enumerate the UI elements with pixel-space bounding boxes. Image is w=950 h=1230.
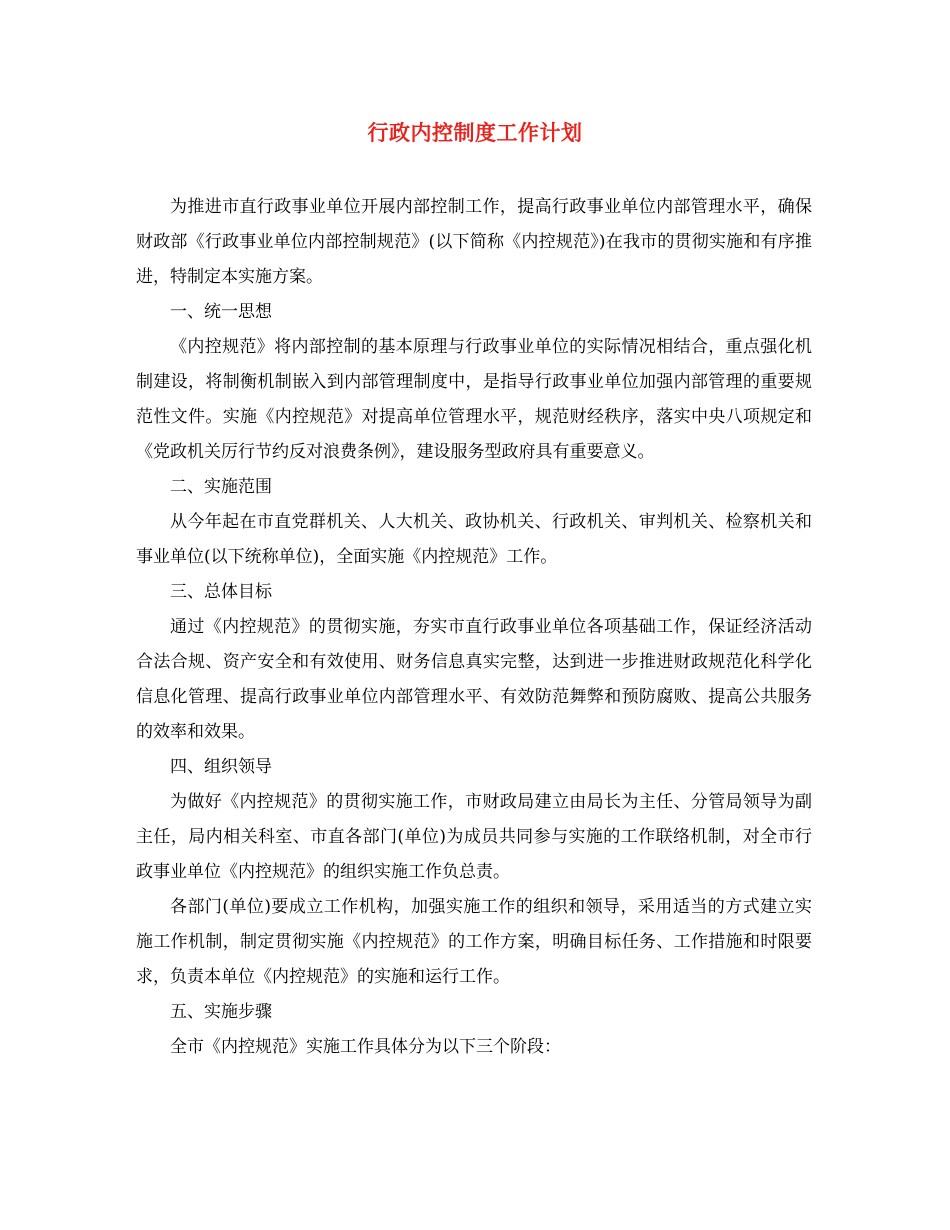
section-heading-leadership: 四、组织领导 (170, 757, 272, 777)
document-title: 行政内控制度工作计划 (367, 120, 583, 145)
section-paragraph: 通过《内控规范》的贯彻实施，夯实市直行政事业单位各项基础工作，保证经济活动合法合规、资产安全和有效使用、财务信息真实完整，达到进一步推进财政规范化科学化信息化管理、提高行政事业单位内部管理水平、有效防范舞弊和预防腐败、提高公共服务的效率和效果。 (136, 617, 812, 742)
section-paragraph: 各部门(单位)要成立工作机构，加强实施工作的组织和领导，采用适当的方式建立实施工作机制，制定贯彻实施《内控规范》的工作方案，明确目标任务、工作措施和时限要求，负责本单位《内控规范》的实施和运行工作。 (136, 897, 812, 987)
document-body (136, 190, 812, 1065)
section-paragraph: 为做好《内控规范》的贯彻实施工作，市财政局建立由局长为主任、分管局领导为副主任，局内相关科室、市直各部门(单位)为成员共同参与实施的工作联络机制，对全市行政事业单位《内控规范》的组织实施工作负总责。 (136, 792, 812, 882)
section-paragraph: 《内控规范》将内部控制的基本原理与行政事业单位的实际情况相结合，重点强化机制建设，将制衡机制嵌入到内部管理制度中，是指导行政事业单位加强内部管理的重要规范性文件。实施《内控规范》对提高单位管理水平，规范财经秩序，落实中央八项规定和《党政机关厉行节约反对浪费条例》，建设服务型政府具有重要意义。 (136, 337, 812, 462)
section-heading-objectives: 三、总体目标 (170, 582, 272, 602)
section-heading-steps: 五、实施步骤 (170, 1002, 272, 1022)
section-heading-unify-thinking: 一、统一思想 (170, 302, 272, 322)
section-paragraph: 从今年起在市直党群机关、人大机关、政协机关、行政机关、审判机关、检察机关和事业单位(以下统称单位)，全面实施《内控规范》工作。 (136, 512, 812, 567)
section-paragraph: 全市《内控规范》实施工作具体分为以下三个阶段： (170, 1037, 561, 1057)
intro-paragraph: 为推进市直行政事业单位开展内部控制工作，提高行政事业单位内部管理水平，确保财政部《行政事业单位内部控制规范》(以下简称《内控规范》)在我市的贯彻实施和有序推进，特制定本实施方案。 (136, 197, 812, 287)
section-heading-scope: 二、实施范围 (170, 477, 272, 497)
